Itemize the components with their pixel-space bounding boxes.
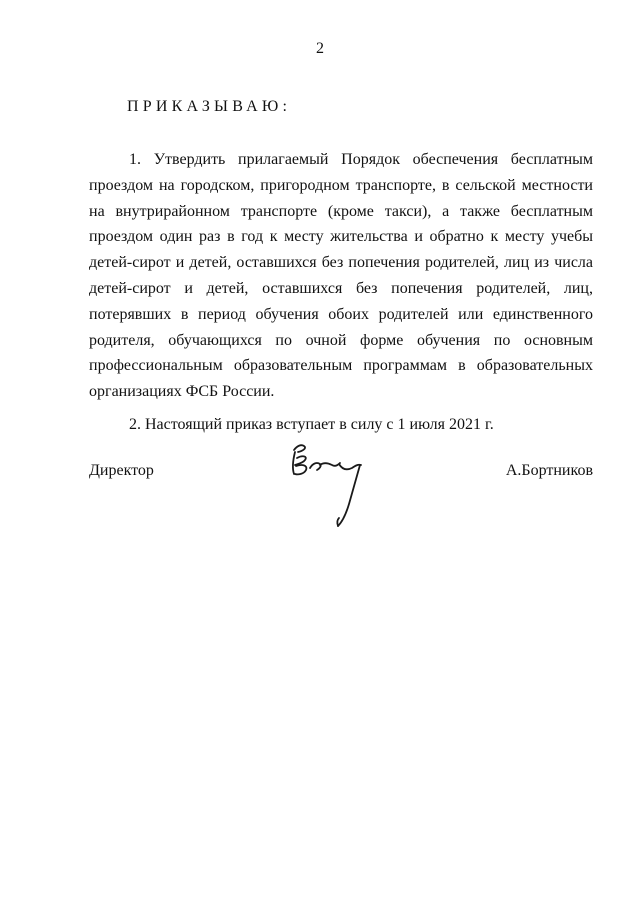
paragraph-2: 2. Настоящий приказ вступает в силу с 1 июля 2021 г. — [129, 415, 494, 433]
page-number: 2 — [316, 40, 324, 57]
handwritten-signature-icon — [282, 434, 378, 530]
order-body — [89, 147, 593, 438]
signatory-name: А.Бортников — [505, 462, 593, 479]
paragraph-1: 1. Утвердить прилагаемый Порядок обеспечения бесплатным проездом на городском, пригородном транспорте, в сельской местности на внутрирайонном транспорте (кроме такси), а также бесплатным проездом один раз в год к месту жительства и обратно к месту учебы детей-сирот и детей, оставшихся без попечения родителей, лиц из числа детей-сирот и детей, оставшихся без попечения родителей, лиц, потерявших в период обучения обоих родителей или единственного родителя, обучающихся по очной форме обучения по основным профессиональным образовательным программам в образовательных организациях ФСБ России. — [89, 151, 593, 401]
order-heading: ПРИКАЗЫВАЮ: — [127, 98, 292, 115]
signatory-title: Директор — [89, 462, 154, 479]
